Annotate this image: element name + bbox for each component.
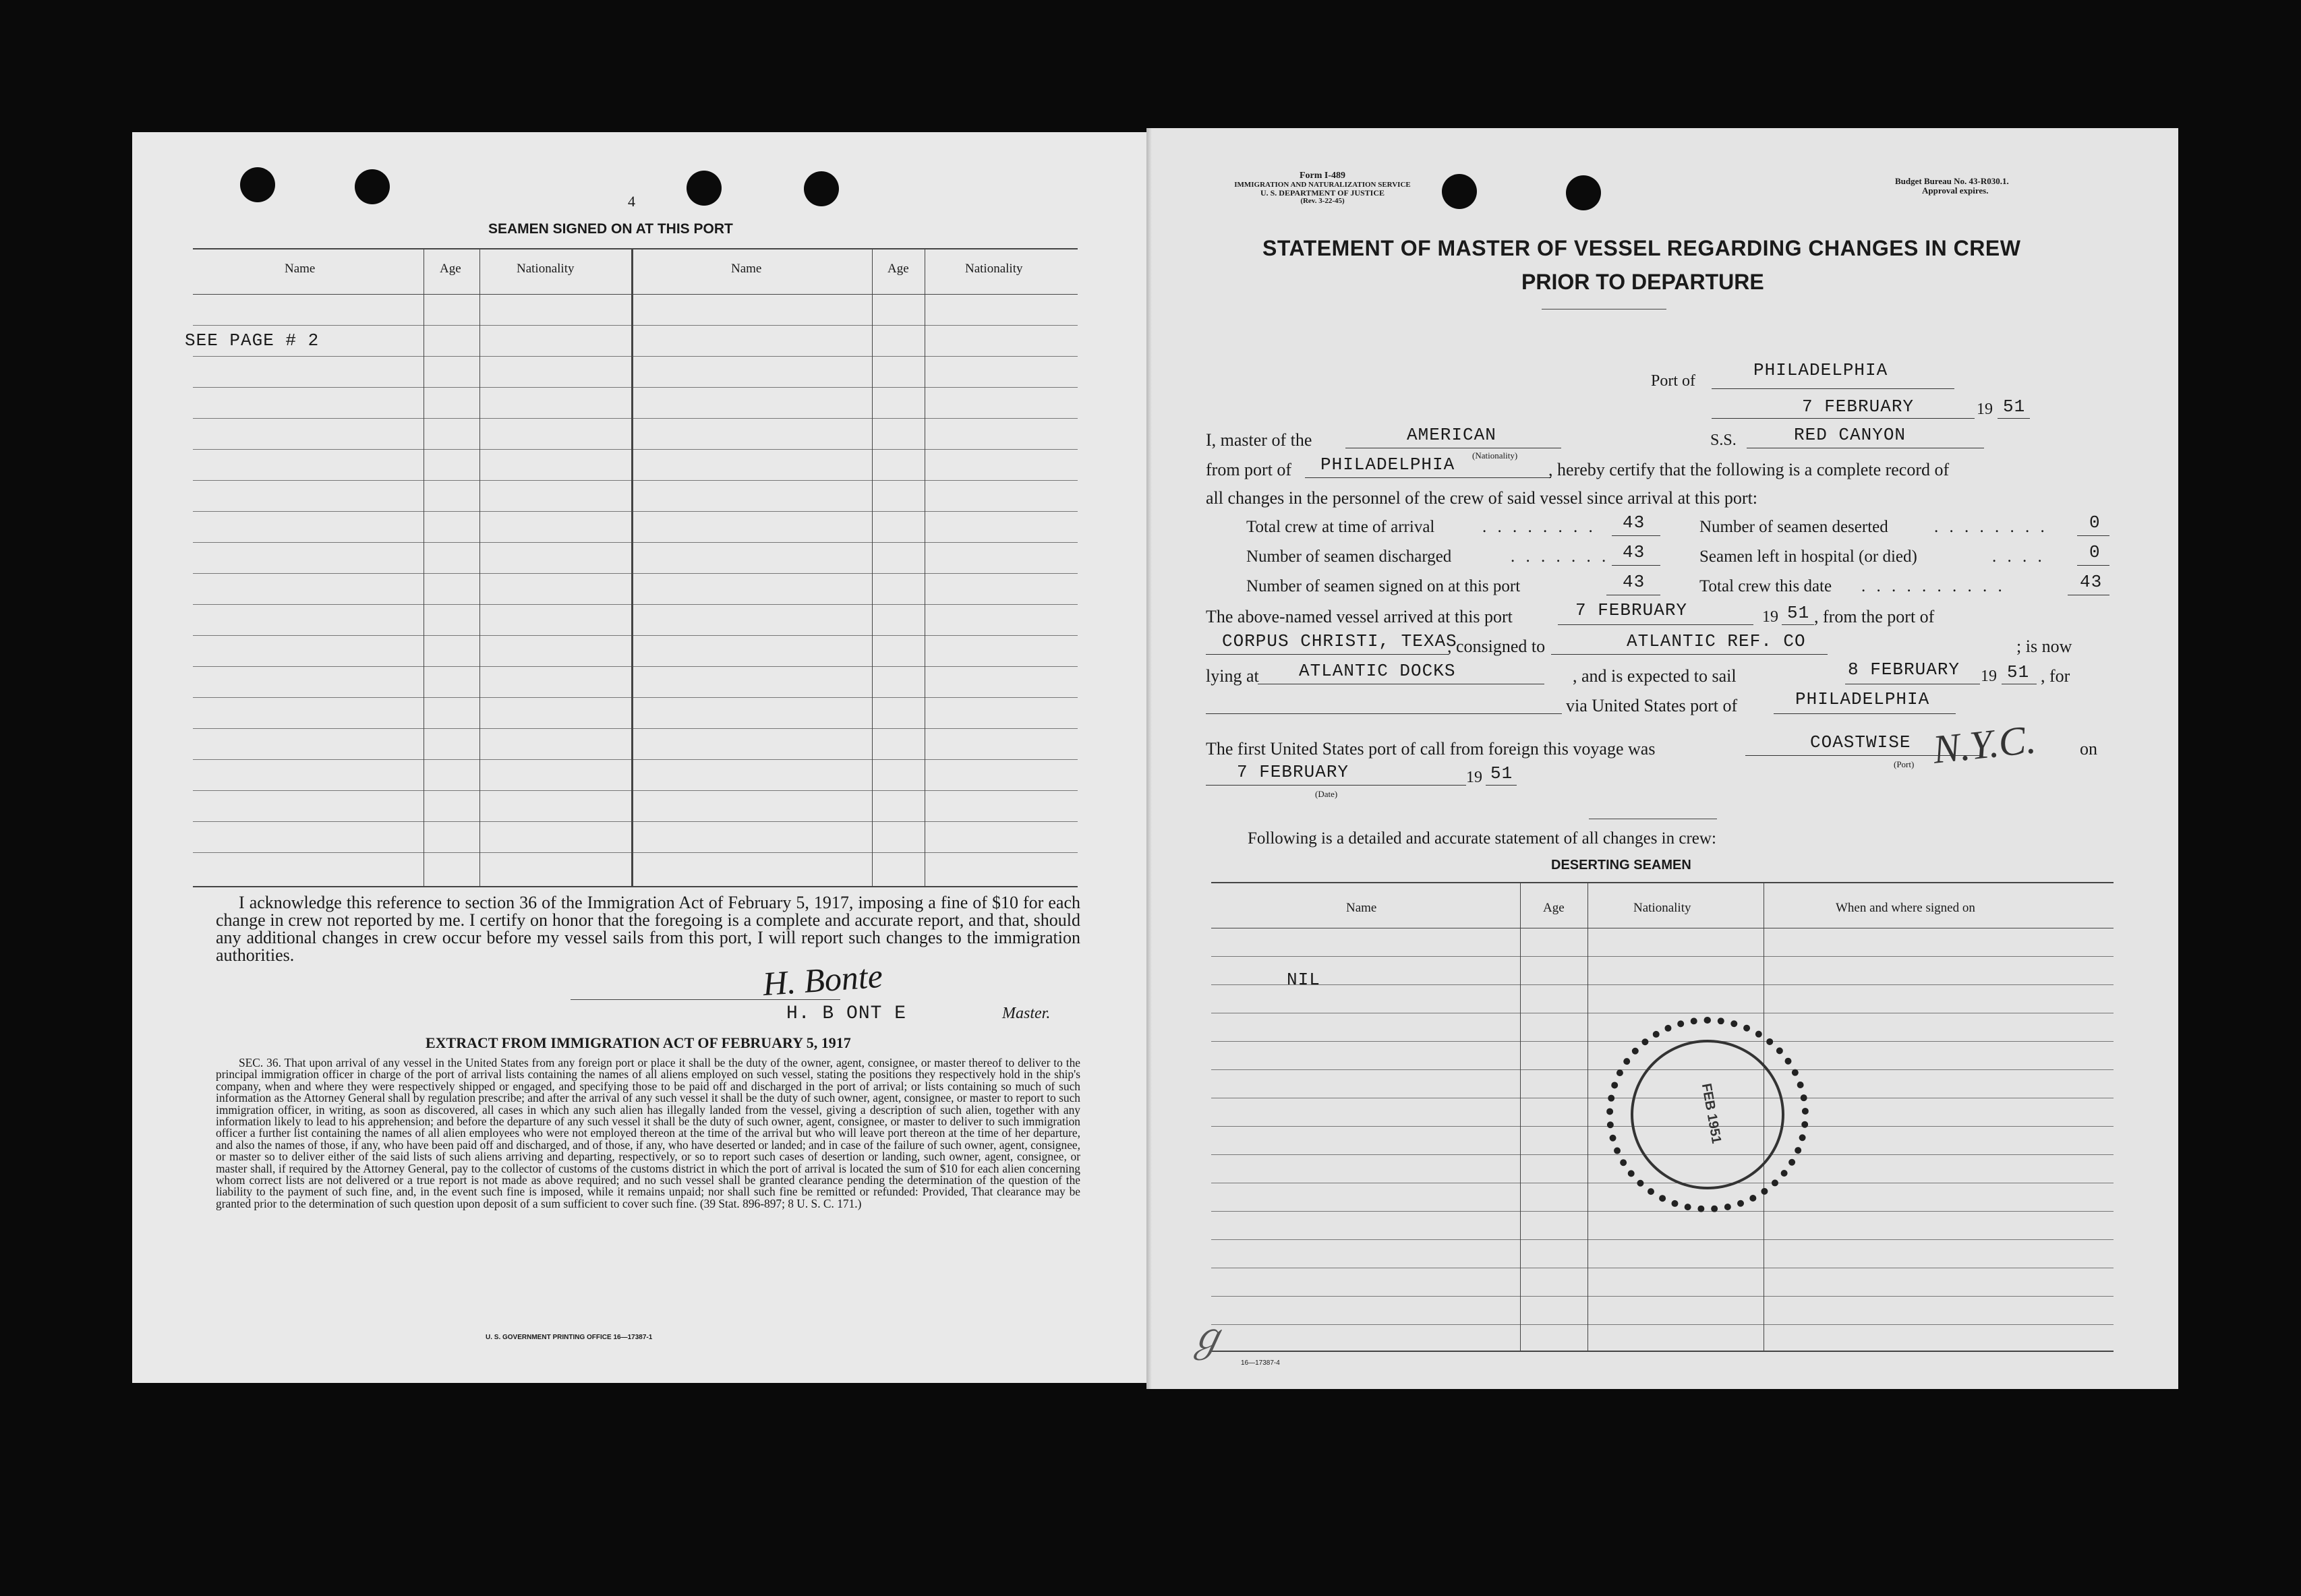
desert-col-when-where: When and where signed on	[1836, 901, 1975, 915]
nationality-caption: (Nationality)	[1472, 450, 1518, 461]
port-label: Port of	[1651, 372, 1695, 390]
on-label: on	[2080, 739, 2097, 759]
consigned-label: , consigned to	[1447, 637, 1546, 656]
budget-2: Approval expires.	[1922, 185, 1989, 196]
table-row-rule	[193, 821, 1078, 822]
stamp-date: FEB 1951	[1698, 1082, 1724, 1145]
left-page	[132, 132, 1147, 1383]
port-value: PHILADELPHIA	[1753, 360, 1888, 380]
is-now-label: ; is now	[2016, 637, 2072, 656]
nil-entry: NIL	[1287, 970, 1320, 990]
master-signature: H. Bonte	[761, 956, 884, 1003]
page-number: 4	[628, 193, 635, 210]
table-row-rule	[1211, 1296, 2114, 1297]
punch-hole	[1566, 175, 1601, 210]
master-name: H. B ONT E	[786, 1003, 907, 1024]
total-crew-arrival: 43	[1623, 512, 1645, 533]
lying-at: ATLANTIC DOCKS	[1299, 661, 1456, 681]
left-page-title: SEAMEN SIGNED ON AT THIS PORT	[488, 221, 733, 237]
table-row-rule	[1211, 1239, 2114, 1240]
form-header	[1211, 171, 1434, 205]
sail-year: 51	[2007, 662, 2030, 682]
right-page: Form I-489 IMMIGRATION AND NATURALIZATION SERVICE U. S. DEPARTMENT OF JUSTICE (Rev. 3-22-45) Budget Bureau No. 43-R030.1. Approval expires. STATEMENT OF MASTER OF VESSEL REGARDING CHANGES IN CREW PRIOR TO DEPARTURE Port of PHILADELPHIA 7 FEBRUARY 19 51 I, master of the AMERICAN (Nationality) S.S. RED CANYON from port of PHILADELPHIA , hereby certify that the following is a complete record of all changes in the personnel of the crew of said vessel since arrival at this port: Total crew at time of arrival . . . . . . . . 43 Number of seamen discharged . . . . . . . 43 Number of seamen signed on at this port 43 Number of seamen deserted . . . . . . . . 0 Seamen left in hospital (or died) . . . . 0 Total crew this date . . . . . . . . . . 43 The above-named vessel arrived at this port 7 FEBRUARY 19 51 , from the port of CORPUS CHRISTI, TEXAS , consigned to ATLANTIC REF. CO ; is now lying at ATLANTIC DOCKS , and is expected to sail 8 FEBRUARY 19 51 , for via United States port of PHILADELPHIA The first United States port of call from foreign this voyage was COASTWISE (Port) on N.Y.C. 7 FEBRUARY (Date) 19 51 Following is a detailed and accurate statement of all changes in crew: DESERTING SEAMEN Name Age Nationality When and where signed on NIL FEB 1951 ℊ 16—17387-4	[1146, 128, 2178, 1389]
table-row-rule	[193, 728, 1078, 729]
table-row-rule	[193, 573, 1078, 574]
table-row-rule	[193, 356, 1078, 357]
following-text: Following is a detailed and accurate statement of all changes in crew:	[1248, 829, 1716, 848]
page-fold	[1146, 128, 1152, 1389]
first-port-label: The first United States port of call from foreign this voyage was	[1206, 739, 1656, 759]
table-row-rule	[1211, 1324, 2114, 1325]
deserting-title: DESERTING SEAMEN	[1551, 858, 1691, 873]
form-number: Form I-489	[1299, 171, 1346, 181]
discharged: 43	[1623, 542, 1645, 562]
year-value: 51	[2003, 396, 2026, 417]
table-row-rule	[1211, 984, 2114, 985]
budget-1: Budget Bureau No. 43-R030.1.	[1895, 176, 2009, 186]
form-title-2: PRIOR TO DEPARTURE	[1521, 270, 1764, 294]
table-row-rule	[193, 542, 1078, 543]
first-port: COASTWISE	[1810, 732, 1911, 752]
acknowledgement-text: I acknowledge this reference to section 36 of the Immigration Act of February 5, 1917, imposing a fine of $10 for each change in crew not reported by me. I certify on honor that the foregoing is a complete and accurate report, and that, should any additional changes in crew occur before my vessel sails from this port, I will report such changes to the immigration authorities.	[216, 893, 1080, 965]
punch-hole	[687, 171, 722, 206]
ss-label: S.S.	[1710, 432, 1737, 449]
initials-handwritten: N.Y.C.	[1930, 717, 2038, 772]
date-caption: (Date)	[1315, 789, 1338, 799]
master-of-label: I, master of the	[1206, 430, 1312, 450]
consignee: ATLANTIC REF. CO	[1627, 631, 1806, 651]
desert-col-name: Name	[1346, 901, 1377, 915]
table-row-rule	[193, 666, 1078, 667]
port-caption: (Port)	[1894, 759, 1915, 769]
master-label: Master.	[1002, 1005, 1051, 1022]
arrived-date: 7 FEBRUARY	[1575, 600, 1688, 620]
arrived-label: The above-named vessel arrived at this port	[1206, 607, 1513, 626]
table-row-rule	[193, 759, 1078, 760]
table-row-rule	[193, 852, 1078, 853]
form-title-1: STATEMENT OF MASTER OF VESSEL REGARDING CHANGES IN CREW	[1262, 236, 2021, 260]
arrived-year-prefix: 19	[1762, 608, 1778, 626]
table-row-rule	[193, 511, 1078, 512]
arrived-year: 51	[1787, 603, 1810, 623]
discharged-label: Number of seamen discharged	[1246, 548, 1452, 566]
first-year: 51	[1490, 763, 1513, 784]
first-date: 7 FEBRUARY	[1237, 762, 1349, 782]
sail-date: 8 FEBRUARY	[1848, 659, 1960, 680]
table-row-rule	[193, 387, 1078, 388]
from-port-of-label: , from the port of	[1814, 607, 1935, 626]
deserted: 0	[2089, 512, 2101, 533]
col-header-name: Name	[285, 262, 316, 276]
vessel-name: RED CANYON	[1794, 425, 1906, 445]
table-row-rule	[1211, 956, 2114, 957]
punch-hole	[1442, 174, 1477, 209]
table-row-rule	[193, 697, 1078, 698]
table-row-rule	[193, 418, 1078, 419]
expected-label: , and is expected to sail	[1573, 666, 1737, 686]
hospital-label: Seamen left in hospital (or died)	[1699, 548, 1917, 566]
total-crew-arrival-label: Total crew at time of arrival	[1246, 518, 1435, 536]
col-header-age: Age	[440, 262, 461, 276]
punch-hole	[240, 167, 275, 202]
certify-text-2: all changes in the personnel of the crew of said vessel since arrival at this port:	[1206, 488, 1758, 508]
printing-office: U. S. GOVERNMENT PRINTING OFFICE 16—17387-1	[486, 1334, 653, 1341]
signed-on: 43	[1623, 572, 1645, 592]
col-header-nationality-2: Nationality	[965, 262, 1023, 276]
table-row-rule	[193, 480, 1078, 481]
origin-port: CORPUS CHRISTI, TEXAS	[1222, 631, 1457, 651]
punch-hole	[804, 171, 839, 206]
lying-at-label: lying at	[1206, 666, 1259, 686]
year-prefix: 19	[1977, 401, 1993, 418]
revision: (Rev. 3-22-45)	[1300, 196, 1345, 205]
table-row-rule	[193, 449, 1078, 450]
sail-year-prefix: 19	[1981, 668, 1997, 685]
punch-hole	[355, 169, 390, 204]
col-header-nationality: Nationality	[517, 262, 575, 276]
budget-note	[1895, 177, 2009, 196]
via-label: via United States port of	[1566, 696, 1738, 715]
deserted-label: Number of seamen deserted	[1699, 518, 1888, 536]
total-crew-date-label: Total crew this date	[1699, 577, 1832, 595]
table-row-rule	[193, 604, 1078, 605]
table-row-rule	[1211, 1211, 2114, 1212]
see-page-note: SEE PAGE # 2	[185, 330, 320, 351]
form-code: 16—17387-4	[1241, 1359, 1280, 1367]
via-port: PHILADELPHIA	[1795, 689, 1930, 709]
extract-text: SEC. 36. That upon arrival of any vessel in the United States from any foreign port or place it shall be the duty of the owner, agent, consignee, or master thereof to deliver to the principal immigration officer in charge of the port of arrival lists containing the names of all aliens employed on such vessel, stating the positions they respectively hold in the ship's company, when and where they were respectively shipped or engaged, and specifying those to be paid off and discharged in the port of arrival; or lists containing so much of such information as the Attorney General shall by regulation prescribe; and after the arrival of any such vessel it shall be the duty of such owner, agent, consignee, or master to report to such immigration officer, in writing, as soon as discovered, all cases in which any such alien has illegally landed from the vessel, giving a description of such alien, together with any information likely to lead to his apprehension; and before the departure of any such vessel it shall be the duty of such owner, agent, consignee, or master to deliver to such immigration officer a further list containing the names of all alien employees who were not employed thereon at the time of the arrival but who will leave port thereon at the time of her departure, and also the names of those, if any, who have been paid off and discharged, and of those, if any, who have deserted or landed; and in case of the failure of such owner, agent, consignee, or master so to deliver either of the said lists of such aliens arriving and departing, respectively, or so to report such cases of desertion or landing, such owner, agent, consignee, or master shall, if required by the Attorney General, pay to the collector of customs of the customs district in which the port of arrival is located the sum of $10 for each alien concerning whom correct lists are not delivered or a true report is not made as above required; and no such vessel shall be granted clearance pending the determination of the question of the liability to the payment of such fine, and, in the event such fine is imposed, while it remains unpaid; nor shall such fine be remitted or refunded: Provided, That clearance may be granted prior to the determination of such question upon deposit of a sum sufficient to cover such fine. (39 Stat. 896-897; 8 U. S. C. 171.)	[216, 1056, 1080, 1210]
from-port-value: PHILADELPHIA	[1320, 454, 1455, 475]
table-row-rule	[193, 790, 1078, 791]
agency-1: IMMIGRATION AND NATURALIZATION SERVICE	[1234, 180, 1411, 189]
desert-col-age: Age	[1543, 901, 1565, 915]
col-header-name-2: Name	[731, 262, 762, 276]
certify-text: , hereby certify that the following is a complete record of	[1548, 460, 1950, 479]
hospital: 0	[2089, 542, 2101, 562]
col-header-age-2: Age	[887, 262, 909, 276]
agency-2: U. S. DEPARTMENT OF JUSTICE	[1260, 188, 1385, 198]
nationality-value: AMERICAN	[1407, 425, 1496, 445]
signed-on-label: Number of seamen signed on at this port	[1246, 577, 1521, 595]
date-value: 7 FEBRUARY	[1802, 396, 1915, 417]
for-label: , for	[2041, 666, 2070, 686]
desert-col-nationality: Nationality	[1633, 901, 1691, 915]
first-year-prefix: 19	[1466, 769, 1482, 786]
total-crew-date: 43	[2080, 572, 2103, 592]
table-row-rule	[193, 325, 1078, 326]
table-row-rule	[193, 635, 1078, 636]
from-port-label: from port of	[1206, 460, 1292, 479]
handwritten-mark: ℊ	[1187, 1316, 1227, 1359]
extract-title: EXTRACT FROM IMMIGRATION ACT OF FEBRUARY 5, 1917	[426, 1034, 851, 1051]
